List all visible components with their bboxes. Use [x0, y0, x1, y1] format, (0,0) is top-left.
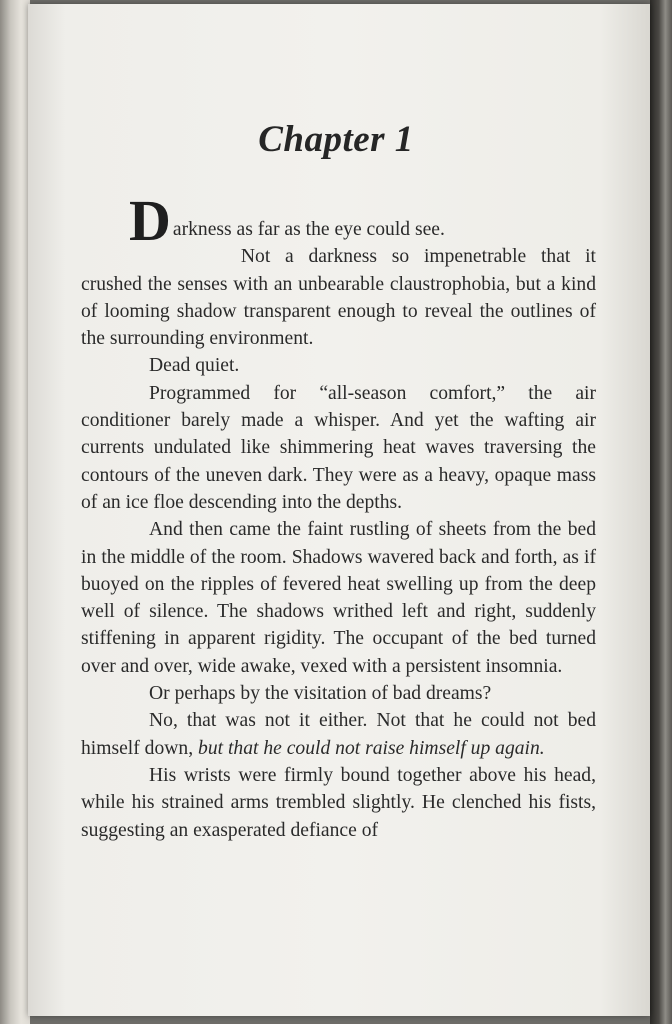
paragraph-text: No, that was not it either. Not that he could not bed himself down, — [81, 710, 596, 759]
paragraph: And then came the faint rustling of sheets from the bed in the middle of the room. Shadows wavered back and forth, as if buoyed on the ripples of fevered heat swelling up from the deep well of silence. The shadows writhed left and right, suddenly stiffening in apparent rigidity. The occupant of the bed turned over and over, wide awake, vexed with a persistent insomnia. — [81, 519, 596, 677]
paragraph: Or perhaps by the visitation of bad dreams? — [149, 683, 492, 705]
drop-cap: D — [129, 188, 171, 253]
body-text — [81, 188, 596, 844]
paragraph-italic: but that he could not raise himself up again. — [198, 737, 545, 759]
paragraph: His wrists were firmly bound together above his head, while his strained arms trembled slightly. He clenched his fists, suggesting an exasperated defiance of — [81, 764, 596, 841]
paragraph: Programmed for “all-season comfort,” the air conditioner barely made a whisper. And yet the wafting air currents undulated like shimmering heat waves traversing the contours of the uneven dark. They were as a heavy, opaque mass of an ice floe descending into the depths. — [81, 382, 596, 513]
paragraph — [81, 707, 596, 762]
paragraph-text: arkness as far as the eye could see. — [172, 219, 445, 240]
paragraph: Dead quiet. — [149, 355, 240, 377]
paragraph: Not a darkness so impenetrable that it crushed the senses with an unbearable claustrophobia, but a kind of looming shadow transparent enough to reveal the outlines of the surrounding environment. — [81, 246, 596, 350]
paragraph — [81, 188, 596, 253]
chapter-title: Chapter 1 — [258, 119, 414, 160]
